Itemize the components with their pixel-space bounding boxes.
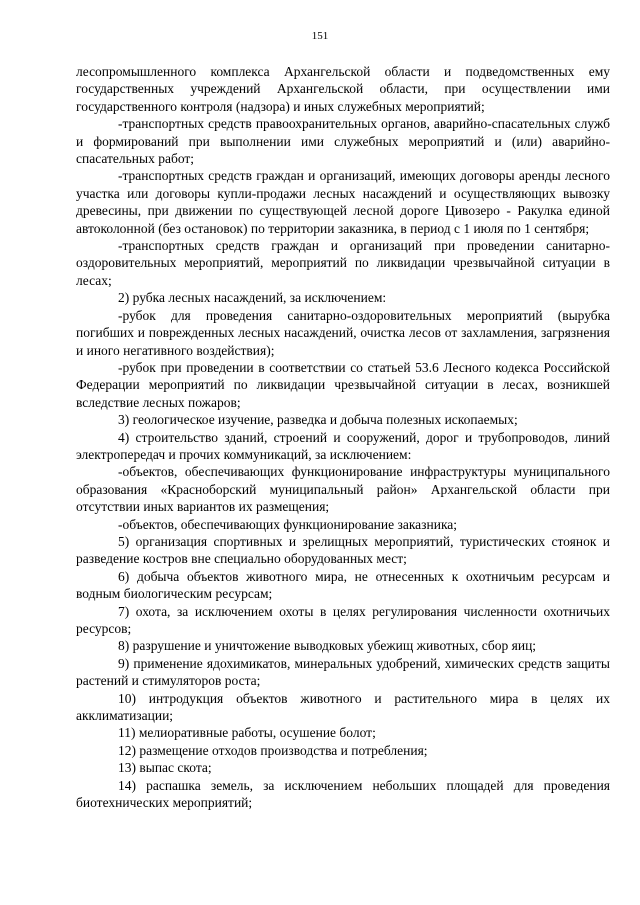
paragraph: 13) выпас скота; [118,760,212,776]
paragraph: 3) геологическое изучение, разведка и добыча полезных ископаемых; [118,412,518,428]
paragraph: 10) интродукция объектов животного и растительного мира в целях их акклиматизации; [76,690,610,724]
paragraph: 2) рубка лесных насаждений, за исключением: [118,290,387,306]
page-number: 151 [311,30,329,42]
paragraph: 4) строительство зданий, строений и сооружений, дорог и трубопроводов, линий электропередач и прочих коммуникаций, за исключением: [76,429,610,462]
document-body [76,63,610,811]
paragraph: -рубок при проведении в соответствии со статьей 53.6 Лесного кодекса Российской Федерации мероприятий по ликвидации чрезвычайной ситуации в лесах, возникшей вследствие лесных пожаров; [76,359,610,410]
paragraph: -транспортных средств граждан и организаций при проведении санитарно-оздоровительных мероприятий, мероприятий по ликвидации чрезвычайной ситуации в лесах; [76,238,610,288]
paragraph: -рубок для проведения санитарно-оздоровительных мероприятий (вырубка погибших и поврежденных лесных насаждений, очистка лесов от захламления, загрязнения и иного негативного воздействия); [76,307,610,358]
paragraph: -объектов, обеспечивающих функционирование заказника; [118,516,458,532]
paragraph: -транспортных средств правоохранительных органов, аварийно-спасательных служб и формирований при выполнении ими служебных мероприятий и (или) аварийно-спасательных работ; [76,116,610,167]
paragraph: 12) размещение отходов производства и потребления; [118,742,428,758]
paragraph: 9) применение ядохимикатов, минеральных удобрений, химических средств защиты растений и стимуляторов роста; [76,655,610,689]
paragraph: 6) добыча объектов животного мира, не отнесенных к охотничьим ресурсам и водным биологическим ресурсам; [76,568,610,602]
paragraph: 11) мелиоративные работы, осушение болот; [118,725,376,741]
paragraph: -транспортных средств граждан и организаций, имеющих договоры аренды лесного участка или договоры купли-продажи лесных насаждений и осуществляющих вывозку древесины, при движении по существующей лесной дороге Цивозеро - Ракулка единой автоколонной (без остановок) по территории заказника, в период с 1 июля по 1 сентября; [76,168,610,236]
paragraph: 14) распашка земель, за исключением небольших площадей для проведения биотехнических мероприятий; [76,777,610,811]
paragraph: -объектов, обеспечивающих функционирование инфраструктуры муниципального образования «Красноборский муниципальный район» Архангельской области при отсутствии иных вариантов их размещения; [76,464,610,515]
paragraph: 5) организация спортивных и зрелищных мероприятий, туристических стоянок и разведение костров вне специально оборудованных мест; [76,533,610,567]
paragraph: лесопромышленного комплекса Архангельской области и подведомственных ему государственных учреждений Архангельской области, при осуществлении ими государственного контроля (надзора) и иных служебных мероприятий; [76,64,610,114]
paragraph: 8) разрушение и уничтожение выводковых убежищ животных, сбор яиц; [118,638,537,654]
paragraph: 7) охота, за исключением охоты в целях регулирования численности охотничьих ресурсов; [76,603,610,636]
